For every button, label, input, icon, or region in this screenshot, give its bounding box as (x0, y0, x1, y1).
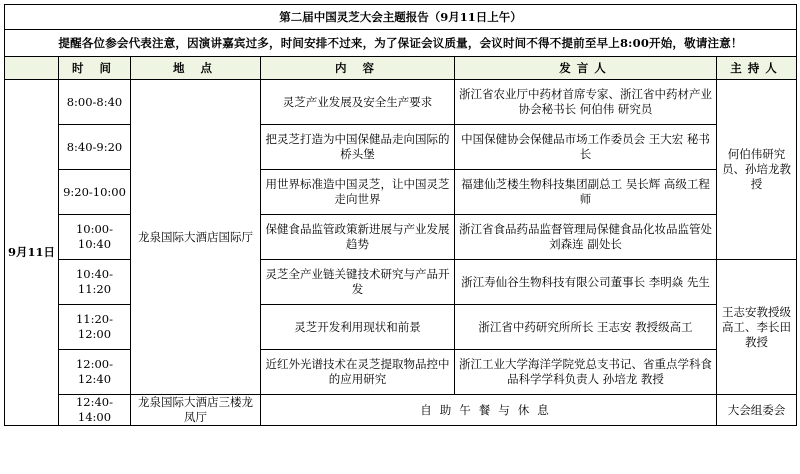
schedule-table (4, 4, 797, 426)
time-cell: 10:40-11:20 (59, 260, 131, 305)
date-header (5, 57, 59, 80)
notice-row (5, 30, 797, 57)
content-cell: 保健食品监管政策新进展与产业发展趋势 (261, 215, 455, 260)
table-row (5, 80, 797, 125)
lunch-row (5, 395, 797, 426)
content-cell: 把灵芝打造为中国保健品走向国际的桥头堡 (261, 125, 455, 170)
time-cell: 11:20-12:00 (59, 305, 131, 350)
time-header: 时 间 (59, 57, 131, 80)
speaker-cell: 浙江工业大学海洋学院党总支书记、省重点学科食品科学学科负责人 孙培龙 教授 (455, 350, 717, 395)
venue-header: 地 点 (131, 57, 261, 80)
table-row (5, 215, 797, 260)
time-cell: 8:00-8:40 (59, 80, 131, 125)
table-row (5, 125, 797, 170)
content-cell: 灵芝开发利用现状和前景 (261, 305, 455, 350)
title-row (5, 5, 797, 30)
time-cell: 10:00-10:40 (59, 215, 131, 260)
lunch-venue-cell: 龙泉国际大酒店三楼龙凤厅 (131, 395, 261, 426)
content-cell: 近红外光谱技术在灵芝提取物品控中的应用研究 (261, 350, 455, 395)
speaker-cell: 福建仙芝楼生物科技集团副总工 吴长辉 高级工程师 (455, 170, 717, 215)
content-cell: 灵芝全产业链关键技术研究与产品开发 (261, 260, 455, 305)
schedule-sheet (4, 4, 796, 470)
table-row (5, 305, 797, 350)
content-header: 内 容 (261, 57, 455, 80)
table-row (5, 170, 797, 215)
speaker-cell: 中国保健协会保健品市场工作委员会 王大宏 秘书长 (455, 125, 717, 170)
time-cell: 12:00-12:40 (59, 350, 131, 395)
host-header: 主持人 (717, 57, 797, 80)
venue-cell: 龙泉国际大酒店国际厅 (131, 80, 261, 395)
host-cell: 何伯伟研究员、孙培龙教授 (717, 80, 797, 260)
table-row (5, 350, 797, 395)
host-cell: 王志安教授级高工、李长田教授 (717, 260, 797, 395)
notice-text: 提醒各位参会代表注意，因演讲嘉宾过多，时间安排不过来，为了保证会议质量，会议时间不得不提前至早上8:00开始，敬请注意！ (5, 30, 797, 57)
header-row (5, 57, 797, 80)
page-title: 第二届中国灵芝大会主题报告（9月11日上午） (5, 5, 797, 30)
speaker-cell: 浙江寿仙谷生物科技有限公司董事长 李明焱 先生 (455, 260, 717, 305)
content-cell: 用世界标准造中国灵芝，让中国灵芝走向世界 (261, 170, 455, 215)
lunch-time-cell: 12:40-14:00 (59, 395, 131, 426)
date-cell: 9月11日 (5, 80, 59, 426)
lunch-content-cell: 自助午餐与休息 (261, 395, 717, 426)
table-row (5, 260, 797, 305)
speaker-cell: 浙江省食品药品监督管理局保健食品化妆品监管处 刘森连 副处长 (455, 215, 717, 260)
time-cell: 8:40-9:20 (59, 125, 131, 170)
speaker-cell: 浙江省中药研究所所长 王志安 教授级高工 (455, 305, 717, 350)
speaker-header: 发言人 (455, 57, 717, 80)
speaker-cell: 浙江省农业厅中药材首席专家、浙江省中药材产业协会秘书长 何伯伟 研究员 (455, 80, 717, 125)
content-cell: 灵芝产业发展及安全生产要求 (261, 80, 455, 125)
lunch-host-cell: 大会组委会 (717, 395, 797, 426)
time-cell: 9:20-10:00 (59, 170, 131, 215)
